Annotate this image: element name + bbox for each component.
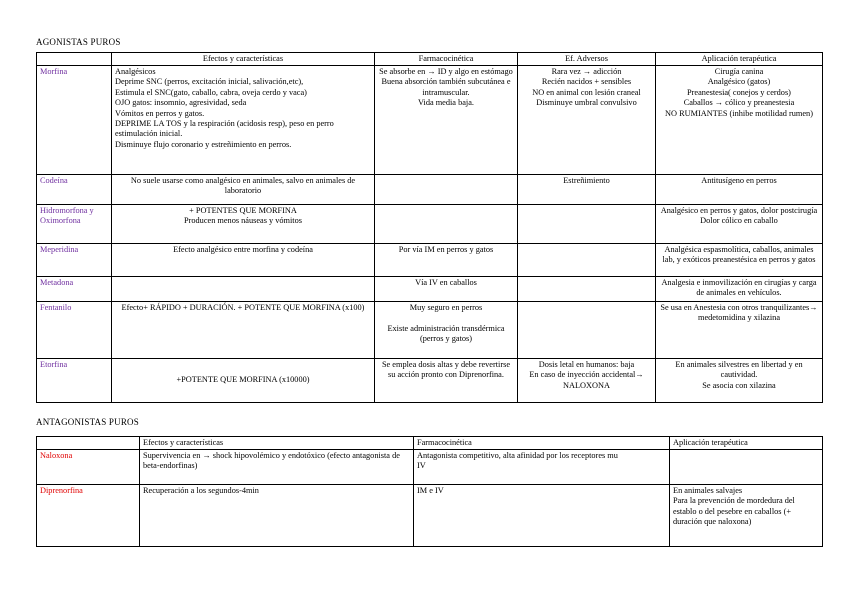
header-cell: Farmacocinética (414, 437, 670, 450)
table-row (37, 485, 823, 547)
agonists-table (36, 52, 823, 403)
drug-name: Metadona (37, 277, 112, 302)
drug-name: Hidromorfona y Oximorfona (37, 205, 112, 244)
table-row (37, 66, 823, 175)
pharmacokinetics-cell: Se emplea dosis altas y debe revertirse su acción pronto con Diprenorfina. (375, 359, 518, 403)
effects-cell: Supervivencia en → shock hipovolémico y endotóxico (efecto antagonista de beta-endorfinas) (140, 450, 414, 485)
header-cell (37, 437, 140, 450)
drug-name: Fentanilo (37, 302, 112, 359)
drug-name: Morfina (37, 66, 112, 175)
drug-name: Etorfina (37, 359, 112, 403)
pharmacokinetics-cell (375, 205, 518, 244)
drug-name: Diprenorfina (37, 485, 140, 547)
therapeutic-use-cell: Antitusígeno en perros (656, 175, 823, 205)
pharmacokinetics-cell: Muy seguro en perros Existe administración transdérmica (perros y gatos) (375, 302, 518, 359)
header-cell: Aplicación terapéutica (670, 437, 823, 450)
table-row (37, 359, 823, 403)
header-cell: Ef. Adversos (518, 53, 656, 66)
therapeutic-use-cell: Analgesia e inmovilización en cirugías y carga de animales en vehículos. (656, 277, 823, 302)
header-cell: Efectos y características (112, 53, 375, 66)
adverse-effects-cell (518, 205, 656, 244)
pharmacokinetics-cell: IM e IV (414, 485, 670, 547)
therapeutic-use-cell: Cirugía canina Analgésico (gatos) Preanestesia( conejos y cerdos) Caballos → cólico y preanestesia NO RUMIANTES (inhibe motilidad rumen) (656, 66, 823, 175)
drug-name: Meperidina (37, 244, 112, 277)
adverse-effects-cell: Dosis letal en humanos: baja En caso de inyección accidental→ NALOXONA (518, 359, 656, 403)
header-cell: Farmacocinética (375, 53, 518, 66)
therapeutic-use-cell: Analgésica espasmolítica, caballos, animales lab, y exóticos preanestésica en perros y gatos (656, 244, 823, 277)
header-cell: Efectos y características (140, 437, 414, 450)
drug-name: Naloxona (37, 450, 140, 485)
adverse-effects-cell (518, 302, 656, 359)
therapeutic-use-cell (670, 450, 823, 485)
table-row (37, 450, 823, 485)
adverse-effects-cell (518, 277, 656, 302)
pharmacokinetics-cell (375, 175, 518, 205)
therapeutic-use-cell: En animales salvajes Para la prevención de mordedura del establo o del pesebre en caballos (+ duración que naloxona) (670, 485, 823, 547)
effects-cell: Efecto+ RÁPIDO + DURACIÓN. + POTENTE QUE MORFINA (x100) (112, 302, 375, 359)
effects-cell: Efecto analgésico entre morfina y codeína (112, 244, 375, 277)
antagonists-title: ANTAGONISTAS PUROS (36, 417, 139, 427)
table-row (37, 302, 823, 359)
antagonists-header-row (37, 437, 823, 450)
table-row (37, 205, 823, 244)
agonists-title: AGONISTAS PUROS (36, 37, 121, 47)
effects-cell: +POTENTE QUE MORFINA (x10000) (112, 359, 375, 403)
table-row (37, 277, 823, 302)
table-row (37, 175, 823, 205)
therapeutic-use-cell: En animales silvestres en libertad y en cautividad. Se asocia con xilazina (656, 359, 823, 403)
drug-name: Codeína (37, 175, 112, 205)
pharmacokinetics-cell: Antagonista competitivo, alta afinidad por los receptores mu IV (414, 450, 670, 485)
agonists-header-row (37, 53, 823, 66)
effects-cell: + POTENTES QUE MORFINA Producen menos náuseas y vómitos (112, 205, 375, 244)
table-row (37, 244, 823, 277)
antagonists-table (36, 436, 823, 547)
header-cell (37, 53, 112, 66)
header-cell: Aplicación terapéutica (656, 53, 823, 66)
pharmacokinetics-cell: Vía IV en caballos (375, 277, 518, 302)
pharmacokinetics-cell: Por vía IM en perros y gatos (375, 244, 518, 277)
therapeutic-use-cell: Analgésico en perros y gatos, dolor postcirugía Dolor cólico en caballo (656, 205, 823, 244)
pharmacokinetics-cell: Se absorbe en → ID y algo en estómago Buena absorción también subcutánea e intramuscular. Vida media baja. (375, 66, 518, 175)
adverse-effects-cell (518, 244, 656, 277)
adverse-effects-cell: Estreñimiento (518, 175, 656, 205)
effects-cell: Recuperación a los segundos-4min (140, 485, 414, 547)
effects-cell: No suele usarse como analgésico en animales, salvo en animales de laboratorio (112, 175, 375, 205)
therapeutic-use-cell: Se usa en Anestesia con otros tranquilizantes→ medetomidina y xilazina (656, 302, 823, 359)
effects-cell: Analgésicos Deprime SNC (perros, excitación inicial, salivación,etc), Estimula el SNC(gato, caballo, cabra, oveja cerdo y vaca) OJO gatos: insomnio, agresividad, seda Vómitos en perros y gatos. DEPRIME LA TOS y la respiración (acidosis resp), peso en perro estimulación inicial. Disminuye flujo coronario y estreñimiento en perros. (112, 66, 375, 175)
adverse-effects-cell: Rara vez → adicción Recién nacidos + sensibles NO en animal con lesión craneal Disminuye umbral convulsivo (518, 66, 656, 175)
effects-cell (112, 277, 375, 302)
